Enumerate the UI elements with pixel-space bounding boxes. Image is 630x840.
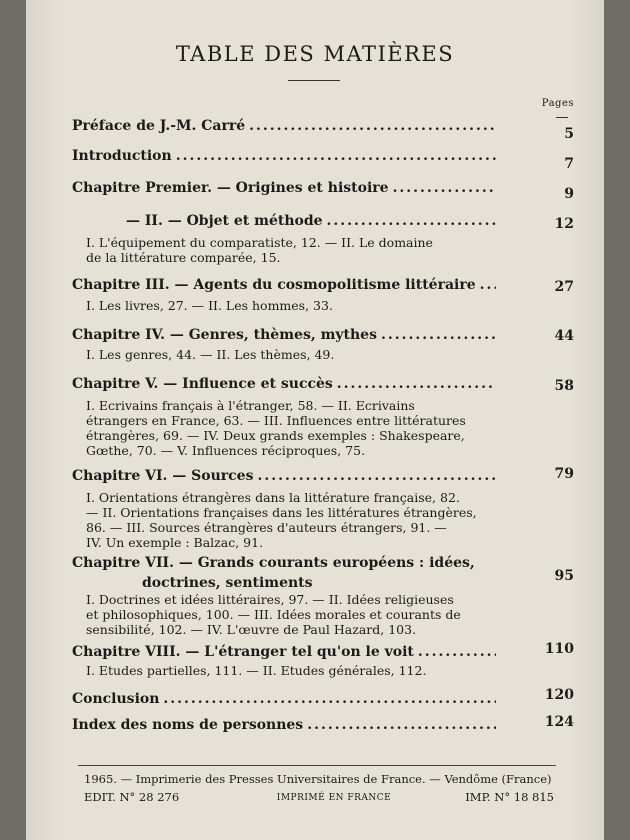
toc-entry-subsections: I. Doctrines et idées littéraires, 97. — II. Idées religieuses et philosophiques, 100. — III. Idées morales et courants de sensibilité, 102. — IV. L'œuvre de Paul Hazard, 103. xyxy=(86,592,461,637)
toc-entry-page: 44 xyxy=(554,328,574,344)
toc-entry-page: 58 xyxy=(554,378,574,394)
toc-entry-subsections: I. Ecrivains français à l'étranger, 58. — II. Ecrivains étrangers en France, 63. — III. Influences entre littératures étrangères, 69. — IV. Deux grands exemples : Shakespeare, Gœthe, 70. — V. Influences réciproques, 75. xyxy=(86,398,466,458)
toc-entry-page: 110 xyxy=(544,641,574,657)
toc-entry-label: Conclusion xyxy=(72,691,160,707)
toc-entry-chapter-4 xyxy=(72,324,496,346)
toc-entry-page: 5 xyxy=(564,126,574,142)
toc-entry-label: Préface de J.-M. Carré xyxy=(72,118,246,134)
toc-entry-label: Chapitre VII. — Grands courants européens : idées, xyxy=(72,555,475,571)
toc-entry-page: 79 xyxy=(554,466,574,482)
toc-entry-chapter-3 xyxy=(72,274,496,296)
imp-number: IMP. N° 18 815 xyxy=(465,790,554,804)
toc-entry-subsections: I. L'équipement du comparatiste, 12. — II. Le domaine de la littérature comparée, 15. xyxy=(86,235,433,265)
toc-entry-label: Chapitre III. — Agents du cosmopolitisme littéraire xyxy=(72,277,476,293)
toc-entry-label: Chapitre Premier. — Origines et histoire xyxy=(72,180,389,196)
toc-entry-chapter-6 xyxy=(72,465,496,487)
toc-entry-page: 9 xyxy=(564,186,574,202)
toc-entry-label: Index des noms de personnes xyxy=(72,717,304,733)
page-title: TABLE DES MATIÈRES xyxy=(175,42,455,66)
toc-entry-label: Introduction xyxy=(72,148,172,164)
toc-entry-page: 124 xyxy=(544,714,574,730)
toc-entry-index xyxy=(72,714,496,736)
toc-entry-label: Chapitre VI. — Sources xyxy=(72,468,254,484)
toc-entry-chapter-2 xyxy=(126,210,496,232)
pages-column-header: Pages xyxy=(541,98,574,109)
toc-entry-introduction xyxy=(72,145,496,167)
toc-entry-chapter-8 xyxy=(72,641,496,663)
toc-entry-preface xyxy=(72,115,496,137)
toc-entry-subsections: I. Les genres, 44. — II. Les thèmes, 49. xyxy=(86,347,335,362)
printer-line: 1965. — Imprimerie des Presses Universitaires de France. — Vendôme (France) xyxy=(84,772,552,786)
toc-entry-label-continued: doctrines, sentiments xyxy=(142,575,313,591)
toc-entry-subsections: I. Etudes partielles, 111. — II. Etudes générales, 112. xyxy=(86,663,427,678)
toc-entry-conclusion xyxy=(72,688,496,710)
toc-entry-label: Chapitre IV. — Genres, thèmes, mythes xyxy=(72,327,377,343)
edit-number: EDIT. N° 28 276 xyxy=(84,790,180,804)
toc-entry-subsections: I. Les livres, 27. — II. Les hommes, 33. xyxy=(86,298,333,313)
toc-entry-page: 95 xyxy=(554,568,574,584)
toc-entry-page: 7 xyxy=(564,156,574,172)
toc-entry-page: 12 xyxy=(554,216,574,232)
title-rule xyxy=(288,80,340,81)
toc-entry-page: 120 xyxy=(544,687,574,703)
toc-entry-subsections: I. Orientations étrangères dans la littérature française, 82. — II. Orientations françaises dans les littératures étrangères, 86. — III. Sources étrangères d'auteurs étrangers, 91. — IV. Un exemple : Balzac, 91. xyxy=(86,490,477,550)
toc-entry-chapter-1 xyxy=(72,177,496,199)
printed-in-france: IMPRIMÉ EN FRANCE xyxy=(276,793,392,803)
pages-column-rule xyxy=(556,117,568,118)
book-page xyxy=(26,0,604,840)
toc-entry-label: Chapitre V. — Influence et succès xyxy=(72,376,333,392)
toc-entry-chapter-5 xyxy=(72,373,496,395)
toc-entry-label: Chapitre VIII. — L'étranger tel qu'on le voit xyxy=(72,644,414,660)
toc-entry-chapter-7 xyxy=(72,553,502,593)
toc-entry-label: — II. — Objet et méthode xyxy=(126,213,323,229)
toc-entry-page: 27 xyxy=(554,279,574,295)
footer-rule xyxy=(78,765,556,766)
